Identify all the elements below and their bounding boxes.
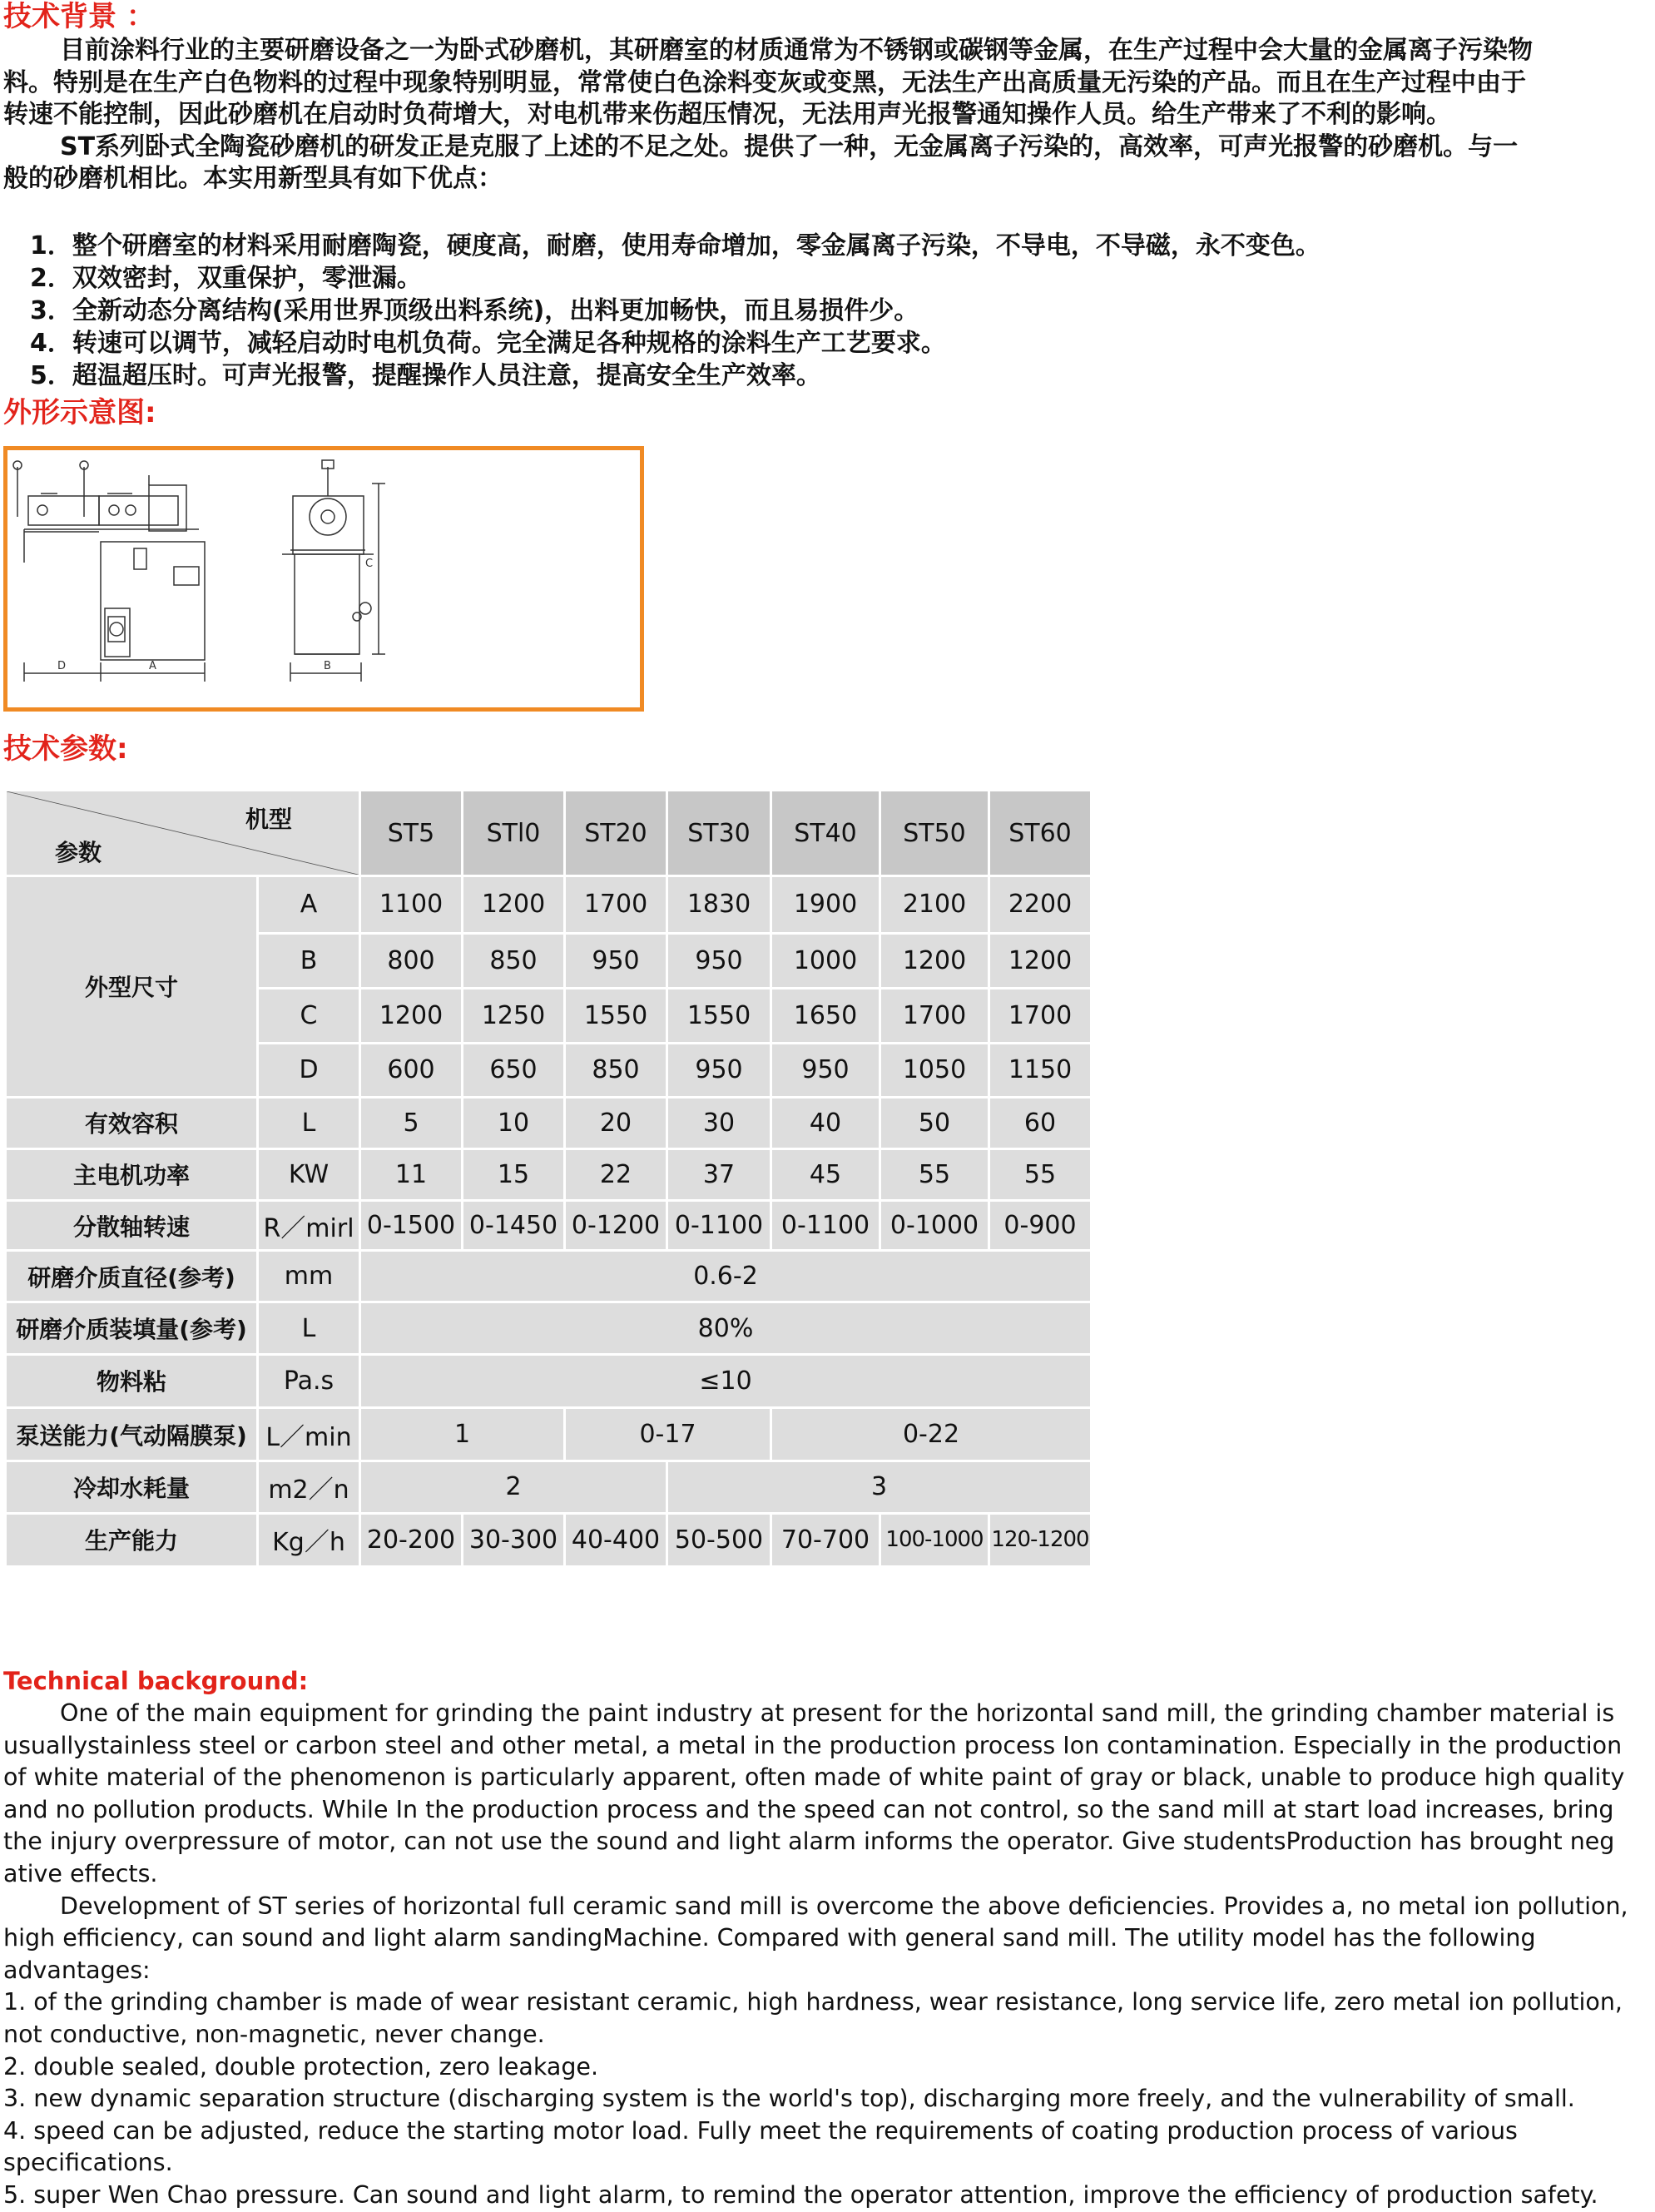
table-row [7, 1150, 1090, 1199]
table-cell: 22 [566, 1150, 666, 1199]
table-cell: 0-22 [772, 1409, 1090, 1460]
table-cell: 0-1450 [463, 1202, 563, 1249]
table-cell: 1200 [463, 877, 563, 931]
row-unit: L／min [259, 1409, 359, 1460]
table-cell: 1700 [990, 989, 1090, 1042]
table-cell: 80% [361, 1303, 1090, 1352]
row-unit: KW [259, 1150, 359, 1199]
table-cell: 1200 [990, 935, 1090, 987]
tech-background-heading-zh: 技术背景 ： [3, 0, 155, 33]
table-cell: 1900 [772, 877, 879, 931]
table-cell: 50 [881, 1099, 988, 1148]
table-row [7, 1252, 1090, 1301]
tech-background-text-zh [3, 35, 1534, 196]
table-cell: 600 [361, 1044, 461, 1095]
table-cell: 1200 [881, 935, 988, 987]
table-cell: 1 [361, 1409, 563, 1460]
table-cell: 1250 [463, 989, 563, 1042]
row-unit: L [259, 1099, 359, 1148]
table-row [7, 1515, 1090, 1565]
row-label: 生产能力 [7, 1515, 256, 1565]
table-cell: 50-500 [668, 1515, 770, 1565]
row-label: 研磨介质装填量(参考) [7, 1303, 256, 1352]
table-cell: 55 [990, 1150, 1090, 1199]
table-cell: 1830 [668, 877, 770, 931]
header-row [7, 791, 1090, 875]
corner-param-label: 参数 [55, 839, 102, 867]
table-cell: 0-1500 [361, 1202, 461, 1249]
row-label: 分散轴转速 [7, 1202, 256, 1249]
advantage-item: 1．整个研磨室的材料采用耐磨陶瓷，硬度高，耐磨，使用寿命增加，零金属离子污染，不导电，不导磁，永不变色。 [30, 231, 1321, 260]
row-unit: L [259, 1303, 359, 1352]
table-cell: 0-1000 [881, 1202, 988, 1249]
advantage-item-en: 3. new dynamic separation structure (discharging system is the world's top), discharging more freely, and the vulnerability of small. [3, 2085, 1575, 2113]
row-unit: Kg／h [259, 1515, 359, 1565]
table-cell: 15 [463, 1150, 563, 1199]
paragraph-2: ST系列卧式全陶瓷砂磨机的研发正是克服了上述的不足之处。提供了一种，无金属离子污染的，高效率，可声光报警的砂磨机。与一般的砂磨机相比。本实用新型具有如下优点： [3, 131, 1519, 193]
advantage-item-en: 4. speed can be adjusted, reduce the starting motor load. Fully meet the requirements of coating production process of various specifications. [3, 2116, 1518, 2177]
tech-background-heading-en: Technical background: [3, 1667, 309, 1695]
row-unit: B [259, 935, 359, 987]
model-header: ST40 [772, 791, 879, 875]
row-label: 主电机功率 [7, 1150, 256, 1199]
corner-model-label: 机型 [245, 806, 292, 833]
table-cell: 70-700 [772, 1515, 879, 1565]
model-header: ST60 [990, 791, 1090, 875]
table-cell: 30 [668, 1099, 770, 1148]
table-row [7, 1303, 1090, 1352]
row-unit: A [259, 877, 359, 931]
dim-label-d: D [57, 660, 67, 672]
dim-label-c: C [365, 558, 374, 570]
tech-background-text-en [3, 1698, 1651, 2212]
row-unit: D [259, 1044, 359, 1095]
table-cell: 850 [566, 1044, 666, 1095]
table-cell: 2100 [881, 877, 988, 931]
advantage-item: 3．全新动态分离结构(采用世界顶级出料系统)，出料更加畅快，而且易损件少。 [30, 296, 919, 325]
row-label: 有效容积 [7, 1099, 256, 1148]
row-unit: C [259, 989, 359, 1042]
table-row [7, 877, 1090, 931]
table-cell: 20 [566, 1099, 666, 1148]
table-cell: 950 [566, 935, 666, 987]
table-cell: 5 [361, 1099, 461, 1148]
table-cell: 0-17 [566, 1409, 770, 1460]
table-cell: 0-1100 [668, 1202, 770, 1249]
table-cell: 100-1000 [881, 1515, 988, 1565]
table-cell: 1700 [566, 877, 666, 931]
dim-label-b: B [324, 660, 331, 672]
table-cell: 60 [990, 1099, 1090, 1148]
model-header: ST20 [566, 791, 666, 875]
table-cell: 40 [772, 1099, 879, 1148]
table-cell: 20-200 [361, 1515, 461, 1565]
outline-heading: 外形示意图: [3, 396, 156, 429]
table-cell: 1200 [361, 989, 461, 1042]
model-header: ST50 [881, 791, 988, 875]
table-cell: 0-1200 [566, 1202, 666, 1249]
row-label: 冷却水耗量 [7, 1462, 256, 1511]
table-cell: 0-1100 [772, 1202, 879, 1249]
table-cell: 120-1200 [990, 1515, 1090, 1565]
table-cell: 1150 [990, 1044, 1090, 1095]
table-cell: 800 [361, 935, 461, 987]
table-row [7, 1099, 1090, 1148]
table-cell: 1550 [566, 989, 666, 1042]
table-cell: 0-900 [990, 1202, 1090, 1249]
table-cell: 850 [463, 935, 563, 987]
advantage-item-en: 1. of the grinding chamber is made of wear resistant ceramic, high hardness, wear resistance, long service life, zero metal ion pollution, not conductive, non-magnetic, never change. [3, 1988, 1623, 2048]
row-label: 研磨介质直径(参考) [7, 1252, 256, 1301]
advantage-item: 2．双效密封，双重保护，零泄漏。 [30, 264, 422, 293]
table-cell: 55 [881, 1150, 988, 1199]
table-cell: 650 [463, 1044, 563, 1095]
table-cell: 10 [463, 1099, 563, 1148]
paragraph-2-en: Development of ST series of horizontal full ceramic sand mill is overcome the above deficiencies. Provides a, no metal ion pollution, high efficiency, can sound and light alarm sandingMachine. Compared with general sand mill. The utility model has the following advantages: [3, 1892, 1628, 1984]
row-unit: R／mirl [259, 1202, 359, 1249]
table-cell: 1000 [772, 935, 879, 987]
model-header: STl0 [463, 791, 563, 875]
row-unit: Pa.s [259, 1356, 359, 1406]
table-cell: 1650 [772, 989, 879, 1042]
table-row [7, 1202, 1090, 1249]
model-header: ST5 [361, 791, 461, 875]
table-row [7, 1409, 1090, 1460]
table-cell: 950 [772, 1044, 879, 1095]
advantage-item-en: 5. super Wen Chao pressure. Can sound and light alarm, to remind the operator attention, improve the efficiency of production safety. [3, 2180, 1598, 2209]
table-cell: 1100 [361, 877, 461, 931]
table-cell: 40-400 [566, 1515, 666, 1565]
table-cell: 2 [361, 1462, 666, 1511]
row-unit: mm [259, 1252, 359, 1301]
outline-drawing [3, 446, 644, 712]
params-heading: 技术参数: [3, 732, 128, 766]
table-corner [7, 791, 359, 875]
tech-params-table [4, 789, 1093, 1568]
table-cell: 3 [668, 1462, 1090, 1511]
table-cell: 1550 [668, 989, 770, 1042]
table-row [7, 1356, 1090, 1406]
table-cell: 30-300 [463, 1515, 563, 1565]
model-header: ST30 [668, 791, 770, 875]
table-cell: 37 [668, 1150, 770, 1199]
table-cell: 950 [668, 935, 770, 987]
table-row [7, 1462, 1090, 1511]
table-cell: 2200 [990, 877, 1090, 931]
advantages-list-zh [30, 230, 1528, 392]
table-cell: 0.6-2 [361, 1252, 1090, 1301]
dimension-group-label: 外型尺寸 [7, 877, 256, 1095]
table-cell: 950 [668, 1044, 770, 1095]
row-unit: m2／n [259, 1462, 359, 1511]
row-label: 泵送能力(气动隔膜泵) [7, 1409, 256, 1460]
paragraph-1-en: One of the main equipment for grinding the paint industry at present for the horizontal sand mill, the grinding chamber material is usuallystainless steel or carbon steel and other metal, a metal in the production process Ion contamination. Especially in the production of white material of the phenomenon is particularly apparent, often made of white paint of gray or black, unable to produce high quality and no pollution products. While In the production process and the speed can not control, so the sand mill at start load increases, bring the injury overpressure of motor, can not use the sound and light alarm informs the operator. Give studentsProduction has brought neg ative effects. [3, 1699, 1625, 1887]
advantage-item-en: 2. double sealed, double protection, zero leakage. [3, 2052, 599, 2081]
row-label: 物料粘 [7, 1356, 256, 1406]
sand-mill-drawing [7, 450, 640, 707]
table-cell: 1050 [881, 1044, 988, 1095]
table-cell: ≤10 [361, 1356, 1090, 1406]
advantage-item: 4．转速可以调节，减轻启动时电机负荷。完全满足各种规格的涂料生产工艺要求。 [30, 329, 946, 358]
dim-label-a: A [149, 660, 156, 672]
table-cell: 11 [361, 1150, 461, 1199]
paragraph-1: 目前涂料行业的主要研磨设备之一为卧式砂磨机，其研磨室的材质通常为不锈钢或碳钢等金属，在生产过程中会大量的金属离子污染物料。特别是在生产白色物料的过程中现象特别明显，常常使白色涂料变灰或变黑，无法生产出高质量无污染的产品。而且在生产过程中由于转速不能控制，因此砂磨机在启动时负荷增大，对电机带来伤超压情况，无法用声光报警通知操作人员。给生产带来了不利的影响。 [3, 36, 1533, 129]
table-cell: 45 [772, 1150, 879, 1199]
advantage-item: 5．超温超压时。可声光报警，提醒操作人员注意，提高安全生产效率。 [30, 361, 821, 390]
table-cell: 1700 [881, 989, 988, 1042]
